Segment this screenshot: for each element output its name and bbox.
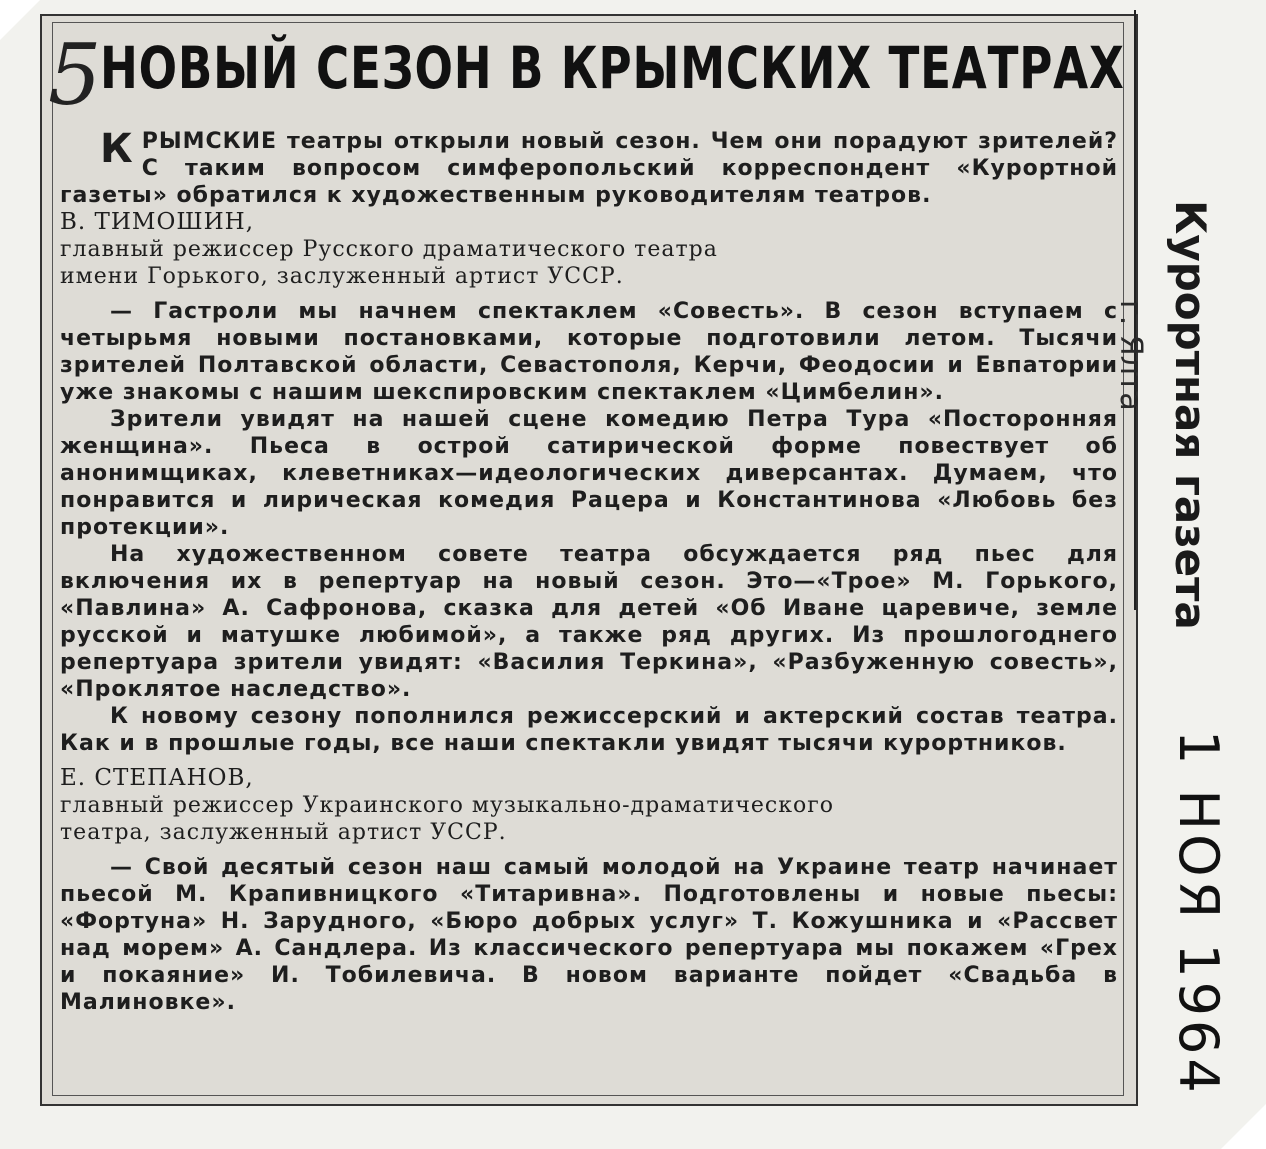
stamp-date — [1158, 730, 1238, 1097]
spacer — [60, 290, 1118, 298]
article-headline: НОВЫЙ СЕЗОН В КРЫМСКИХ ТЕАТРАХ — [100, 34, 1125, 102]
clipped-corner-top-left — [0, 0, 40, 40]
stamp-source — [1160, 200, 1220, 630]
role-timoshin-line1: главный режиссер Русского драматического театра — [60, 237, 718, 262]
paragraph: — Свой десятый сезон наш самый молодой на Украине театр начинает пьесой М. Крапивницкого «Титаривна». Подготовлены и новые пьесы: «Фортуна» Н. Зарудного, «Бюро добрых услуг» Т. Кожушника и «Рассвет над морем» А. Сандлера. Из классического репертуара мы покажем «Грех и покаяние» И. Тобилевича. В новом варианте пойдет «Свадьба в Малиновке». — [60, 855, 1118, 1015]
stamp-city-text: г. Ялта — [1113, 300, 1148, 411]
paragraph: На художественном совете театра обсуждается ряд пьес для включения их в репертуар на новый сезон. Это—«Трое» М. Горького, «Павлина» А. Сафронова, сказка для детей «Об Иване царевиче, земле русской и матушке любимой», а также ряд других. Из прошлогоднего репертуара зрители увидят: «Василия Теркина», «Разбуженную совесть», «Проклятое наследство». — [60, 542, 1118, 702]
byline-stepanov: Е. СТЕПАНОВ, — [60, 765, 254, 791]
dropcap-letter: К — [100, 126, 134, 172]
intro-text: РЫМСКИЕ театры открыли новый сезон. Чем они порадуют зрителей? С таким вопросом симферопольский корреспондент «Курортной газеты» обратился к художественным руководителям театров. — [60, 129, 1118, 208]
clipped-corner-bottom-right — [1221, 1104, 1266, 1149]
role-stepanov-line1: главный режиссер Украинского музыкально-драматического — [60, 793, 835, 818]
paragraph: Зрители увидят на нашей сцене комедию Петра Тура «Посторонняя женщина». Пьеса в острой сатирической форме повествует об анонимщиках, клеветниках—идеологических диверсантах. Думаем, что понравится и лирическая комедия Рацера и Константинова «Любовь без протекции». — [60, 407, 1118, 540]
paragraph: К новому сезону пополнился режиссерский и актерский состав театра. Как и в прошлые годы, все наши спектакли увидят тысячи курортников. — [60, 704, 1118, 756]
intro-paragraph — [60, 128, 1118, 209]
spacer — [60, 757, 1118, 765]
role-stepanov-line2: театра, заслуженный артист УССР. — [60, 820, 507, 845]
article-body — [60, 128, 1118, 1016]
stamp-date-text: 1 НОЯ 1964 — [1167, 730, 1230, 1097]
stamp-city — [1108, 300, 1152, 500]
spacer — [60, 846, 1118, 854]
role-timoshin-line2: имени Горького, заслуженный артист УССР. — [60, 264, 624, 289]
paragraph: — Гастроли мы начнем спектаклем «Совесть». В сезон вступаем с четырьмя новыми постановками, которые подготовили летом. Тысячи зрителей Полтавской области, Севастополя, Керчи, Феодосии и Евпатории уже знакомы с нашим шекспировским спектаклем «Цимбелин». — [60, 299, 1118, 405]
byline-timoshin: В. ТИМОШИН, — [60, 209, 255, 235]
page-number-mark: 5 — [48, 26, 102, 124]
stamp-source-text: Курортная газета — [1166, 200, 1215, 630]
